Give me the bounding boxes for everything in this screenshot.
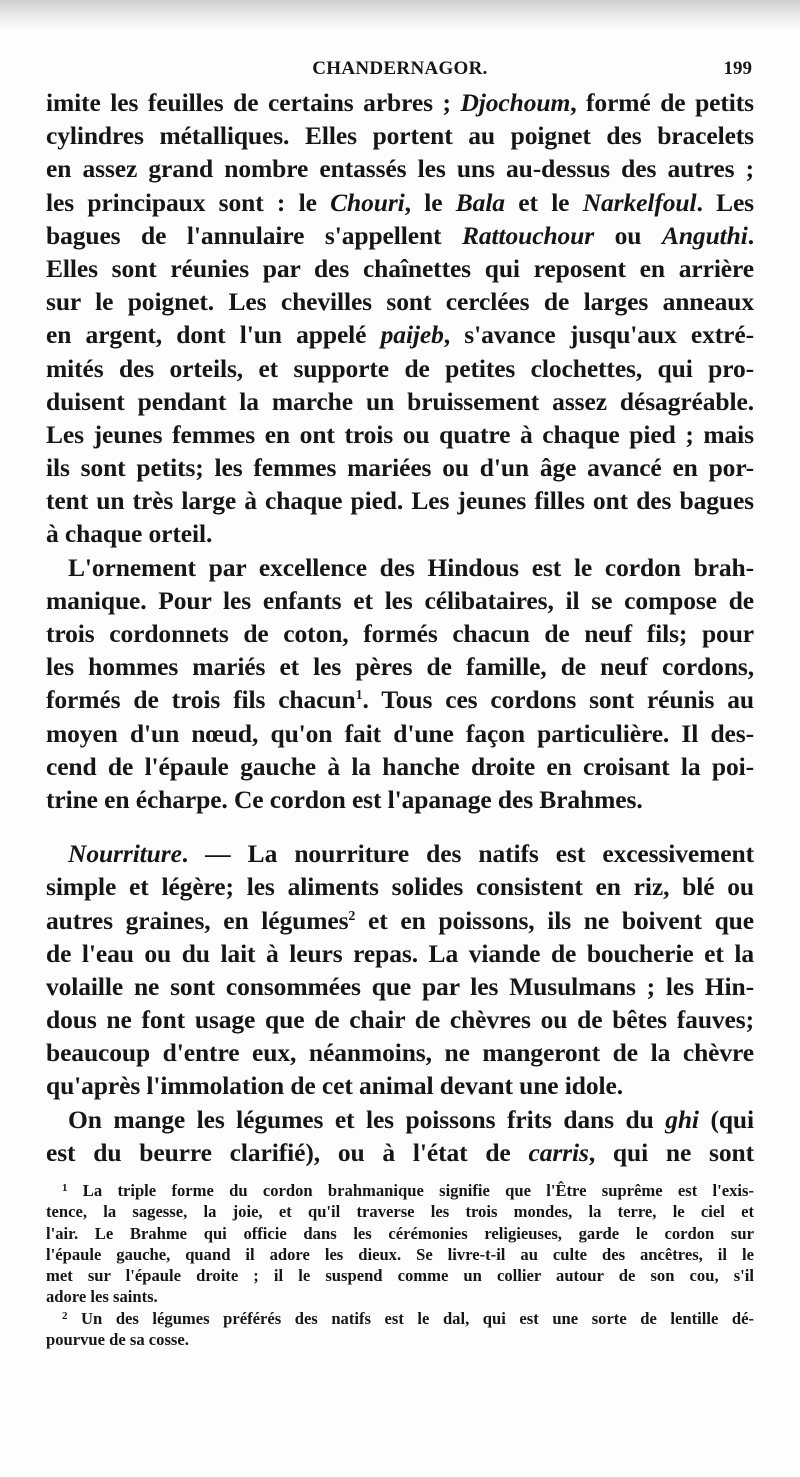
text-run: . Tous ces cordons sont réunis au [362,685,754,715]
text-line [46,1069,754,1102]
text-run: volaille ne sont consommées que par les Musulmans ; les Hin- [46,971,754,1001]
text-run: simple et légère; les aliments solides consistent en riz, blé ou [46,872,754,902]
text-run: cylindres métalliques. Elles portent au poignet des bracelets [46,121,754,151]
footnote-reference: 1 [355,688,363,704]
footnote-line [46,1223,754,1244]
text-run: imite les feuilles de certains arbres ; [46,88,461,117]
text-line [46,252,754,285]
text-run: , qui ne sont [588,1137,754,1167]
text-run: pourvue de sa cosse. [46,1330,189,1350]
text-line [46,451,754,484]
paragraph-cooking [46,1103,754,1169]
text-run: l'épaule gauche, quand il adore les dieux. Se livre-t-il au culte des ancêtres, il le [46,1244,754,1264]
text-run: beaucoup d'entre eux, néanmoins, ne mangeront de la chèvre [46,1038,754,1068]
text-line [46,837,754,870]
text-run: tent un très large à chaque pied. Les jeunes filles ont des bagues [46,486,754,516]
text-run: (qui [698,1104,754,1134]
text-line [46,970,754,1003]
text-run: les hommes mariés et les pères de famille, de neuf cordons, [46,652,754,682]
italic-term: Anguthi [661,220,748,250]
text-line [46,418,754,451]
italic-term: Nourriture [68,839,182,869]
text-line [46,1036,754,1069]
italic-term: Rattouchour [461,220,595,250]
italic-term: paijeb [380,320,444,350]
text-line [46,186,754,219]
text-run: , le [404,187,456,217]
paragraph-food [46,837,754,1103]
footnotes [46,1180,754,1350]
text-run: autres graines, en légumes [46,905,349,935]
paragraph-brahmanic-cord [46,551,754,817]
text-run: La triple forme du cordon brahmanique signifie que l'Être suprême est l'exis- [67,1181,754,1200]
text-run: duisent pendant la marche un bruissement assez désagréable. [46,386,754,416]
text-line [46,219,754,252]
text-run: mités des orteils, et supporte de petites clochettes, qui pro- [46,353,754,383]
italic-term: Bala [455,187,505,217]
text-run: Les jeunes femmes en ont trois ou quatre à chaque pied ; mais [46,419,754,449]
text-run: est du beurre clarifié), ou à l'état de [46,1137,529,1167]
italic-term: ghi [665,1104,699,1134]
text-line [46,750,754,783]
main-text [46,86,754,1169]
text-run: met sur l'épaule droite ; il le suspend comme un collier autour de son cou, s'il [46,1266,754,1286]
text-line [46,650,754,683]
text-run: adore les saints. [46,1287,158,1307]
italic-term: Djochoum [460,88,571,117]
text-run: Elles sont réunies par des chaînettes qui reposent en arrière [46,253,754,283]
footnote-line [46,1286,754,1307]
text-run: ils sont petits; les femmes mariées ou d'un âge avancé en por- [46,453,754,483]
text-line [46,352,754,385]
page-number: 199 [723,58,752,79]
text-line [46,1103,754,1136]
text-line [46,119,754,152]
footnote-line [46,1201,754,1222]
text-run: en assez grand nombre entassés les uns au-dessus des autres ; [46,154,754,184]
text-line [46,484,754,517]
text-line [46,904,754,937]
text-run: sur le poignet. Les chevilles sont cerclées de larges anneaux [46,287,754,317]
text-line [46,285,754,318]
text-line [46,152,754,185]
text-line [46,870,754,903]
text-line [46,551,754,584]
text-line [46,717,754,750]
text-run: l'air. Le Brahme qui officie dans les cérémonies religieuses, garde le cordon sur [46,1223,754,1243]
text-line [46,517,754,550]
text-line [46,617,754,650]
italic-term: Chouri [330,187,405,217]
text-run: trine en écharpe. Ce cordon est l'apanage des Brahmes. [46,784,643,814]
text-run: L'ornement par excellence des Hindous est le cordon brah- [68,552,754,582]
text-run: tence, la sagesse, la joie, et qu'il traverse les trois mondes, la terre, le ciel et [46,1202,754,1222]
text-run: . [747,220,754,250]
text-run: bagues de l'annulaire s'appellent [46,220,462,250]
text-run: ou [594,220,662,250]
text-run: à chaque orteil. [46,519,213,549]
text-run: , formé de petits [570,88,754,117]
footnote-1 [46,1180,754,1308]
text-run: On mange les légumes et les poissons frits dans du [68,1104,666,1134]
text-line [46,318,754,351]
text-line [46,584,754,617]
text-line [46,385,754,418]
paragraph-ornaments [46,86,754,551]
text-run: qu'après l'immolation de cet animal devant une idole. [46,1071,623,1101]
footnote-number: 2 [62,1309,68,1322]
text-run: dous ne font usage que de chair de chèvres ou de bêtes fauves; [46,1005,754,1035]
text-run: cend de l'épaule gauche à la hanche droite en croisant la poi- [46,751,754,781]
footnote-line [46,1265,754,1286]
text-run: de l'eau ou du lait à leurs repas. La viande de boucherie et la [46,938,754,968]
text-run: formés de trois fils chacun [46,685,356,715]
text-run: et le [504,187,583,217]
footnote-line [46,1244,754,1265]
text-run: manique. Pour les enfants et les célibataires, il se compose de [46,585,754,615]
text-line [46,683,754,716]
text-run: et en poissons, ils ne boivent que [355,905,754,935]
text-line [46,1136,754,1169]
text-run: les principaux sont : le [46,187,331,217]
running-header [46,58,754,88]
footnote-line [46,1308,754,1329]
text-run: , s'avance jusqu'aux extré- [443,320,755,350]
text-run: trois cordonnets de coton, formés chacun de neuf fils; pour [46,619,754,648]
footnote-line [46,1180,754,1201]
italic-term: Narkelfoul [582,187,697,217]
footnote-number: 1 [62,1182,68,1194]
scan-edge-shadow [0,0,800,30]
text-line [46,937,754,970]
text-run: . — La nourriture des natifs est excessivement [181,839,754,869]
section-gap [46,816,754,837]
text-line [46,86,754,119]
running-title: CHANDERNAGOR. [312,58,488,79]
text-run: moyen d'un nœud, qu'on fait d'une façon particulière. Il des- [46,718,754,748]
footnote-2 [46,1308,754,1351]
text-line [46,783,754,816]
text-run: . Les [696,187,754,217]
footnote-line [46,1329,754,1350]
text-line [46,1003,754,1036]
italic-term: carris [528,1137,589,1167]
footnote-reference: 2 [348,908,356,924]
text-run: Un des légumes préférés des natifs est le dal, qui est une sorte de lentille dé- [67,1308,754,1328]
text-run: en argent, dont l'un appelé [46,320,381,350]
